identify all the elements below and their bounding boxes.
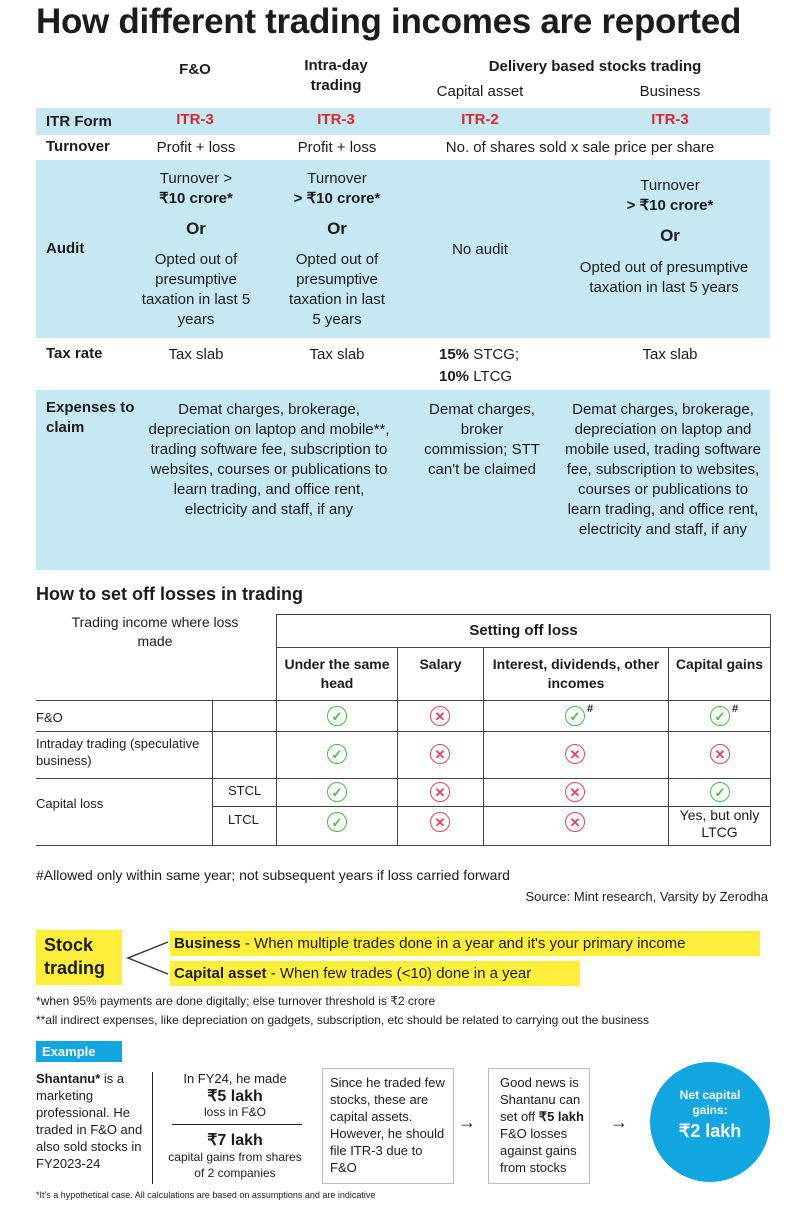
setoff-col-same-head: Under the same head xyxy=(284,656,390,691)
x-circle-icon: ✕ xyxy=(430,782,450,802)
stock-trading-label: Stock trading xyxy=(36,930,122,985)
note-turnover: *when 95% payments are done digitally; else turnover threshold is ₹2 crore xyxy=(36,994,436,1008)
setoff-col-income: Trading income where loss made xyxy=(71,614,239,649)
net-gain-value: ₹2 lakh xyxy=(678,1121,742,1141)
arrow-right-icon: → xyxy=(458,1112,476,1132)
audit-capital-asset: No audit xyxy=(452,241,508,258)
gain-amount: ₹7 lakh xyxy=(207,1132,263,1149)
turnover-fo: Profit + loss xyxy=(156,139,236,156)
setoff-row-fo: F&O xyxy=(36,710,63,725)
branch-bracket-icon xyxy=(124,930,170,986)
itr-capital-asset: ITR-2 xyxy=(461,111,499,128)
audit-intraday-turnover: Turnover xyxy=(307,170,367,187)
gain-label: capital gains from shares of 2 companies xyxy=(168,1150,302,1180)
setoff-row-capital-loss: Capital loss xyxy=(36,796,104,811)
setoff-title: How to set off losses in trading xyxy=(36,584,304,604)
setoff-footnote: #Allowed only within same year; not subsequent years if loss carried forward xyxy=(36,867,510,883)
x-circle-icon: ✕ xyxy=(710,744,730,764)
audit-business-or: Or xyxy=(660,226,680,245)
audit-intraday-option: Opted out of presumptive taxation in last 5 years xyxy=(289,251,385,328)
x-circle-icon: ✕ xyxy=(565,782,585,802)
header-business: Business xyxy=(639,83,701,100)
capital-asset-definition: Capital asset - When few trades (<10) done in a year xyxy=(170,961,580,986)
example-intro: Shantanu* is a marketing professional. He traded in F&O and also sold stocks in FY2023-24 xyxy=(36,1071,143,1171)
audit-business-threshold: > ₹10 crore* xyxy=(626,197,714,214)
expenses-fo-intraday: Demat charges, brokerage, depreciation on laptop and mobile**, trading software fee, subscription to websites, courses or publications to learn trading, and office rent, electricity and staff, if any xyxy=(148,401,390,518)
loss-amount: ₹5 lakh xyxy=(207,1088,263,1105)
x-circle-icon: ✕ xyxy=(430,812,450,832)
row-label-expenses: Expenses to claim xyxy=(46,399,135,436)
header-capital-asset: Capital asset xyxy=(436,83,524,100)
expenses-capital-asset: Demat charges, broker commission; STT can't be claimed xyxy=(424,401,540,478)
audit-fo-threshold: ₹10 crore* xyxy=(159,190,233,207)
audit-fo-turnover: Turnover > xyxy=(159,170,233,187)
header-intraday: Intra-day trading xyxy=(304,57,368,94)
x-circle-icon: ✕ xyxy=(430,744,450,764)
page-title: How different trading incomes are reported xyxy=(36,2,742,41)
example-disclaimer: *It's a hypothetical case. All calculations are based on assumptions and are indicative xyxy=(36,1190,376,1200)
tax-capital-ltcg: 10% LTCG xyxy=(439,368,513,385)
note-expenses: **all indirect expenses, like depreciation on gadgets, subscription, etc should be related to carrying out the business xyxy=(36,1013,650,1027)
itr-business: ITR-3 xyxy=(651,111,689,128)
ltcl-capital-gains: Yes, but only LTCG xyxy=(679,807,760,840)
setoff-row-stcl: STCL xyxy=(228,783,262,798)
tax-intraday: Tax slab xyxy=(309,346,365,363)
tax-business: Tax slab xyxy=(642,346,698,363)
example-step-set-off: Good news is Shantanu can set off ₹5 lakh F&O losses against gains from stocks xyxy=(500,1075,584,1175)
setoff-col-salary: Salary xyxy=(419,656,462,672)
check-circle-icon: ✓ xyxy=(327,744,347,764)
row-label-audit: Audit xyxy=(46,240,85,257)
example-tag: Example xyxy=(36,1041,122,1062)
setoff-col-other-income: Interest, dividends, other incomes xyxy=(492,656,660,691)
expenses-business: Demat charges, brokerage, depreciation on laptop and mobile used, trading software fee, subscription to websites, courses or publications to learn trading, and office rent, electricity and staff, if any xyxy=(565,401,761,538)
check-circle-icon: ✓ xyxy=(327,706,347,726)
tax-capital-stcg: 15% STCG; xyxy=(439,346,520,363)
header-fo: F&O xyxy=(179,61,211,78)
hash-mark: # xyxy=(732,703,739,715)
audit-business-option: Opted out of presumptive taxation in last 5 years xyxy=(579,259,749,296)
tax-fo: Tax slab xyxy=(168,346,224,363)
check-circle-icon: ✓ xyxy=(327,812,347,832)
fy-line: In FY24, he made xyxy=(183,1071,287,1086)
itr-fo: ITR-3 xyxy=(176,111,214,128)
check-circle-icon: ✓ xyxy=(565,706,585,726)
setoff-group-header: Setting off loss xyxy=(469,622,578,639)
turnover-intraday: Profit + loss xyxy=(297,139,377,156)
setoff-col-capital-gains: Capital gains xyxy=(675,656,764,672)
turnover-delivery: No. of shares sold x sale price per share xyxy=(445,139,715,156)
setoff-row-ltcl: LTCL xyxy=(228,812,259,827)
hash-mark: # xyxy=(587,703,594,715)
loss-label: loss in F&O xyxy=(203,1105,266,1119)
check-circle-icon: ✓ xyxy=(710,706,730,726)
row-label-tax-rate: Tax rate xyxy=(46,345,103,362)
check-circle-icon: ✓ xyxy=(327,782,347,802)
net-gain-label: Net capital gains: xyxy=(679,1088,741,1117)
audit-intraday-threshold: > ₹10 crore* xyxy=(293,190,381,207)
check-circle-icon: ✓ xyxy=(710,782,730,802)
example-step-capital-assets: Since he traded few stocks, these are capital assets. However, he should file ITR-3 due to F&O xyxy=(330,1075,445,1175)
audit-fo-or: Or xyxy=(186,219,206,238)
audit-intraday-or: Or xyxy=(327,219,347,238)
x-circle-icon: ✕ xyxy=(565,812,585,832)
source-credit: Source: Mint research, Varsity by Zerodha xyxy=(525,889,768,904)
audit-fo-option: Opted out of presumptive taxation in last 5 years xyxy=(141,251,251,328)
net-gain-badge xyxy=(650,1062,770,1182)
x-circle-icon: ✕ xyxy=(565,744,585,764)
arrow-right-icon: → xyxy=(610,1112,628,1132)
row-label-turnover: Turnover xyxy=(46,138,110,155)
audit-business-turnover: Turnover xyxy=(640,177,700,194)
row-label-itr: ITR Form xyxy=(46,113,112,130)
business-definition: Business - When multiple trades done in a year and it's your primary income xyxy=(170,931,760,956)
itr-intraday: ITR-3 xyxy=(317,111,355,128)
setoff-row-intraday: Intraday trading (speculative business) xyxy=(36,736,200,768)
x-circle-icon: ✕ xyxy=(430,706,450,726)
header-delivery: Delivery based stocks trading xyxy=(488,58,702,75)
